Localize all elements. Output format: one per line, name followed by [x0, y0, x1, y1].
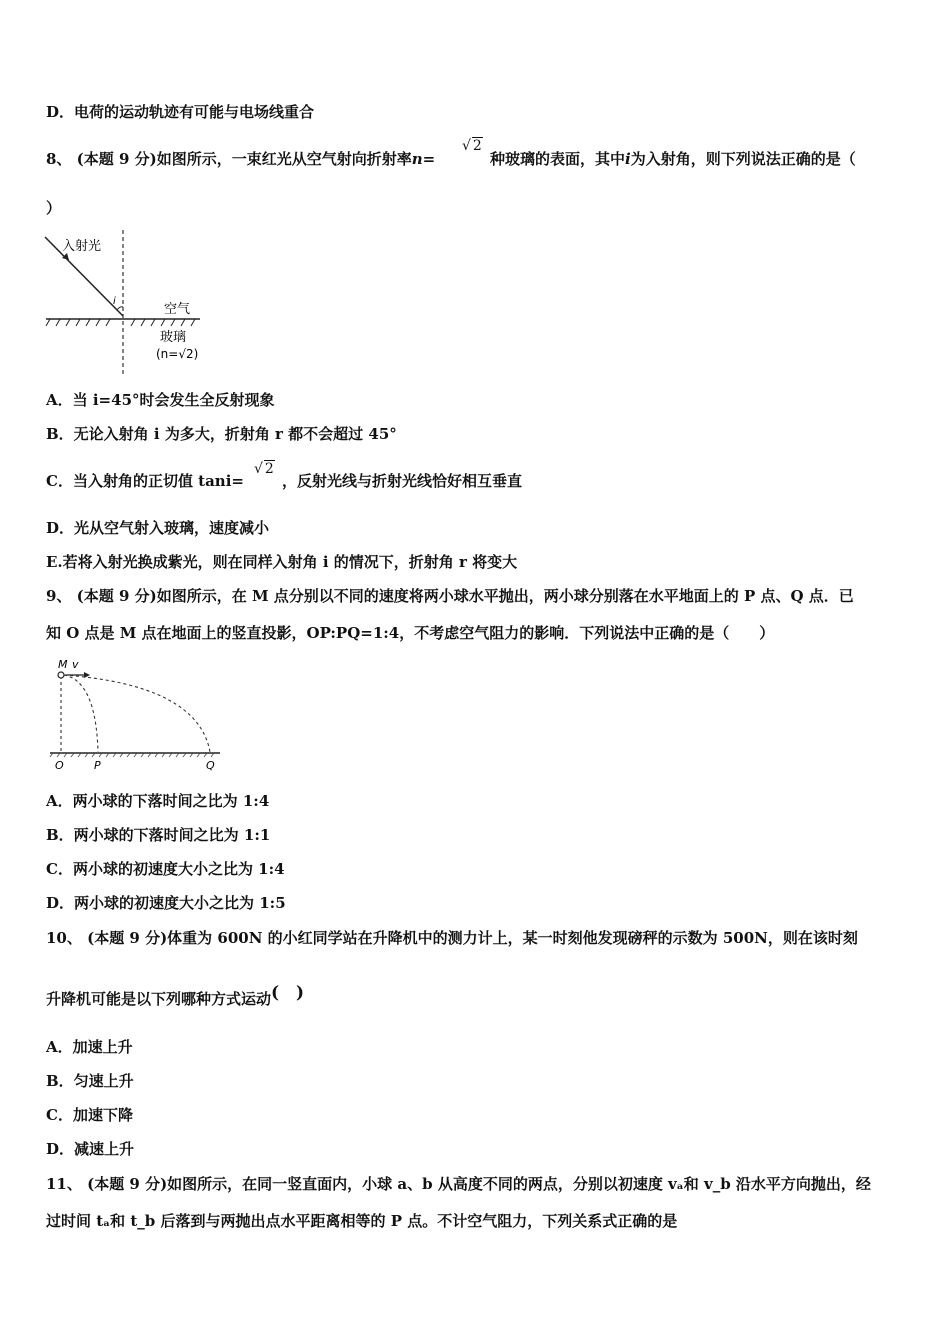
- refractive-index-label: (n=√2): [156, 347, 199, 361]
- q8-option-c-sqrt: √ 2: [254, 461, 274, 477]
- ball-at-m: [58, 672, 64, 678]
- q9-projectile-figure: [48, 655, 228, 775]
- p-label: P: [94, 759, 101, 772]
- o-label: O: [55, 759, 64, 772]
- prev-option-d: D．电荷的运动轨迹有可能与电场线重合: [46, 103, 315, 121]
- trajectory-to-q: [64, 675, 210, 752]
- q10-paren: ( ): [271, 983, 305, 1003]
- q-label: Q: [206, 759, 215, 772]
- air-label: 空气: [164, 302, 191, 317]
- m-label: M: [58, 658, 68, 671]
- q10-stem-text: 升降机可能是以下列哪种方式运动: [46, 990, 272, 1008]
- q9-stem-line2: 知 O 点是 M 点在地面上的竖直投影，OP:PQ=1:4，不考虑空气阻力的影响．下列说法中正确的是（ ）: [46, 624, 775, 642]
- interface-hatching: [46, 319, 195, 326]
- q8-sqrt-value: 2: [472, 138, 482, 154]
- q10-option-a: A．加速上升: [46, 1038, 133, 1056]
- q11-stem-line1: 11、 (本题 9 分)如图所示，在同一竖直面内，小球 a、b 从高度不同的两点，分别以初速度 vₐ和 v_b 沿水平方向抛出，经: [46, 1175, 871, 1193]
- angle-i-label: i: [113, 296, 116, 307]
- q9-option-b: B．两小球的下落时间之比为 1:1: [46, 826, 271, 844]
- v-label: v: [72, 658, 79, 671]
- q8-option-c-sqrt-value: 2: [264, 461, 274, 477]
- q8-option-a: A．当 i=45°时会发生全反射现象: [46, 391, 275, 409]
- q8-option-d: D．光从空气射入玻璃，速度减小: [46, 519, 270, 537]
- glass-label: 玻璃: [160, 330, 187, 345]
- q9-option-d: D．两小球的初速度大小之比为 1:5: [46, 894, 286, 912]
- q10-option-b: B．匀速上升: [46, 1072, 134, 1090]
- q9-option-a: A．两小球的下落时间之比为 1:4: [46, 792, 270, 810]
- q8-option-e: E.若将入射光换成紫光，则在同样入射角 i 的情况下，折射角 r 将变大: [46, 553, 518, 571]
- angle-arc: [117, 307, 123, 310]
- q8-option-c: [46, 471, 244, 491]
- q8-n-var: n=: [411, 150, 436, 168]
- q8-stem: [46, 149, 435, 169]
- q8-stem-end: 为入射角，则下列说法正确的是（: [630, 150, 856, 168]
- q8-option-c-prefix: C．当入射角的正切值 tani=: [46, 472, 244, 490]
- trajectory-to-p: [64, 675, 98, 752]
- q11-stem-line2: 过时间 tₐ和 t_b 后落到与两抛出点水平距离相等的 P 点。不计空气阻力，下列关系式正确的是: [46, 1212, 678, 1230]
- q10-option-d: D．减速上升: [46, 1140, 135, 1158]
- q8-stem-tail: [490, 149, 856, 169]
- q8-refraction-figure: [40, 228, 210, 376]
- q10-option-c: C．加速下降: [46, 1106, 133, 1124]
- q10-stem-line1: 10、 (本题 9 分)体重为 600N 的小红同学站在升降机中的测力计上，某一时刻他发现磅秤的示数为 500N，则在该时刻: [46, 929, 858, 947]
- q10-stem-line2: [46, 983, 305, 1009]
- q8-i-var: i: [625, 150, 631, 168]
- incident-ray-arrow: [62, 253, 69, 260]
- q9-option-c: C．两小球的初速度大小之比为 1:4: [46, 860, 285, 878]
- q8-stem-prefix: 8、 (本题 9 分)如图所示，一束红光从空气射向折射率: [46, 150, 412, 168]
- q8-stem-close: ）: [46, 199, 62, 217]
- q9-stem-line1: 9、 (本题 9 分)如图所示，在 M 点分别以不同的速度将两小球水平抛出，两小球分别落在水平地面上的 P 点、Q 点．已: [46, 587, 854, 605]
- q8-option-b: B．无论入射角 i 为多大，折射角 r 都不会超过 45°: [46, 425, 397, 443]
- q8-option-c-suffix: ，反射光线与折射光线恰好相互垂直: [282, 472, 523, 490]
- q8-stem-suffix: 种玻璃的表面，其中: [490, 150, 626, 168]
- incident-light-label: 入射光: [62, 239, 102, 254]
- q8-sqrt-formula: √ 2: [462, 138, 482, 154]
